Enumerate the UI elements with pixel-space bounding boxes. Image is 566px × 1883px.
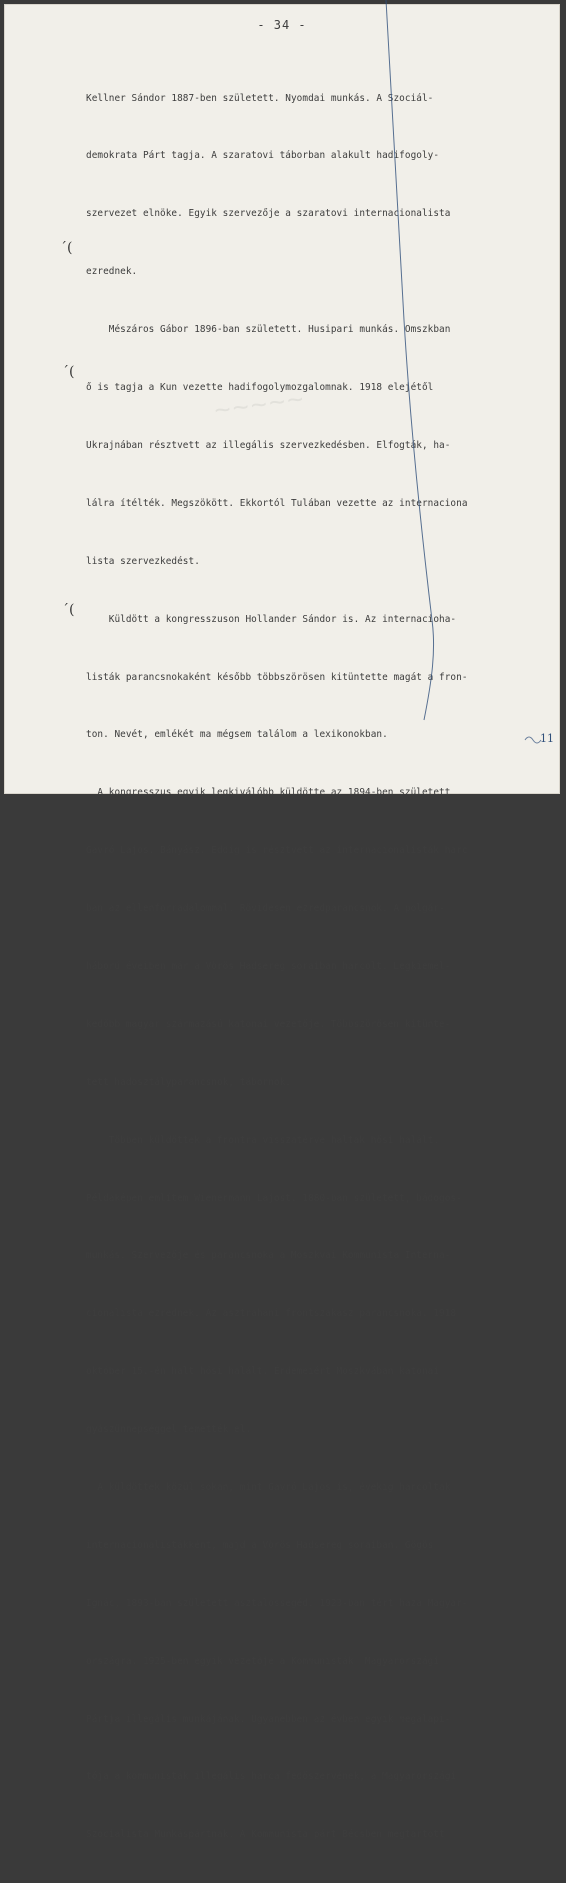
- text-line: ton. Nevét, emlékét ma mégsem találom a lexikonokban.: [86, 729, 388, 741]
- text-line: Többen küldöttek a frontra visszatérve haltak hősi halált.: [86, 1134, 440, 1146]
- text-line: Ignác, 1893-ban született asztalossegéd. 1923-ban tért haza Magyar-: [86, 1597, 468, 1609]
- text-line: internacionalistákként, majd a Vörös Hadsereg soraiban. Gögös: [86, 1539, 434, 1551]
- text-line: Kellner Sándor 1887-ben született. Nyomdai munkás. A Szociál-: [86, 92, 434, 104]
- watermark: ~~~~~: [212, 382, 308, 427]
- text-line: október 15.-én halt hősi halált. Érdemeiért Moszkvában katonai: [86, 1366, 440, 1378]
- text-line: listák parancsnokaként később többszörösen kitüntette magát a fron-: [86, 671, 468, 683]
- text-line: ezrednek.: [86, 266, 138, 278]
- margin-bracket-mark: ˊ(: [62, 364, 75, 380]
- text-line: tója a kommunisták illegális harca fedőszervének, a Magyarországi: [86, 1771, 457, 1783]
- text-line: Mészáros Gábor 1896-ban született. Husipari munkás. Omszkban: [86, 324, 451, 336]
- text-line: kedőbb magyar származású katonai vezetője. Többszörösen kitünte-: [86, 1018, 451, 1030]
- typewritten-text: [86, 50, 546, 1883]
- text-line: demokrata Párt tagja. A szaratovi táborban alakult hadifogoly-: [86, 150, 440, 162]
- text-line: lálra ítélték. Megszökött. Ekkortól Tulában vezette az internaciona: [86, 497, 468, 509]
- document-page: [4, 4, 560, 1841]
- text-line: Ukrajnában résztvett az illegális szervezkedésben. Elfogták, ha-: [86, 439, 451, 451]
- text-line: háború éveiben már a Vörös Hadsereg soraiban harcolt. Legkiemel-: [86, 960, 451, 972]
- text-line: A küldöttek közül sokan, mint Gavró Lajos is, évekig harcoltak: [86, 1481, 451, 1493]
- text-line: cionalista ezrednek. Az asztrahani frontszakasz parancsnoka. 1918: [86, 1308, 457, 1320]
- margin-note: 11: [540, 732, 554, 745]
- text-line: ő is tagja a Kun vezette hadifogolymozgalomnak. 1918 elejétől: [86, 382, 434, 394]
- text-line: Szocialista Munkáspártnak. A Kommunista párt Bécsben megtartott: [86, 1829, 445, 1841]
- page-number: - 34 -: [257, 18, 307, 32]
- text-line: A kongresszus egyik legkiválóbb küldötte az 1894-ben született: [86, 787, 451, 799]
- text-line: ban az ellenforradalommal. Rövidesen ezredparancsnok. A polgár-: [86, 903, 445, 915]
- text-line: országra. 1925-ben egyik vezetője a Kommunisták Magyarországi: [86, 1655, 440, 1667]
- text-line: szervezet elnöke. Egyik szervezője a szaratovi internacionalista: [86, 208, 451, 220]
- text-line: munkás. Szervezője és parancsnoka a Moszkvai Kommunista Interna-: [86, 1250, 451, 1262]
- text-line: Példaképen említem Wienermann Lajost. 1880-ban született, bádogos-: [86, 1192, 462, 1204]
- text-line: gyászünnepséggel temették el.: [86, 1424, 252, 1436]
- text-line: tett hadosztályparancsnok, tábornok.: [86, 1076, 291, 1088]
- text-line: Gavró Lajos. Bányász. Eddig is résztvett az internacionalisták harc: [86, 845, 468, 857]
- text-line: lista szervezkedést.: [86, 555, 200, 567]
- text-line: Küldött a kongresszuson Hollander Sándor is. Az internacioha-: [86, 613, 457, 625]
- margin-bracket-mark: ˊ(: [60, 240, 73, 256]
- text-line: Pártja illegális munkájának. Ugyanebben az évben egyik megalapi-: [86, 1713, 451, 1725]
- margin-bracket-mark: ˊ(: [62, 602, 75, 618]
